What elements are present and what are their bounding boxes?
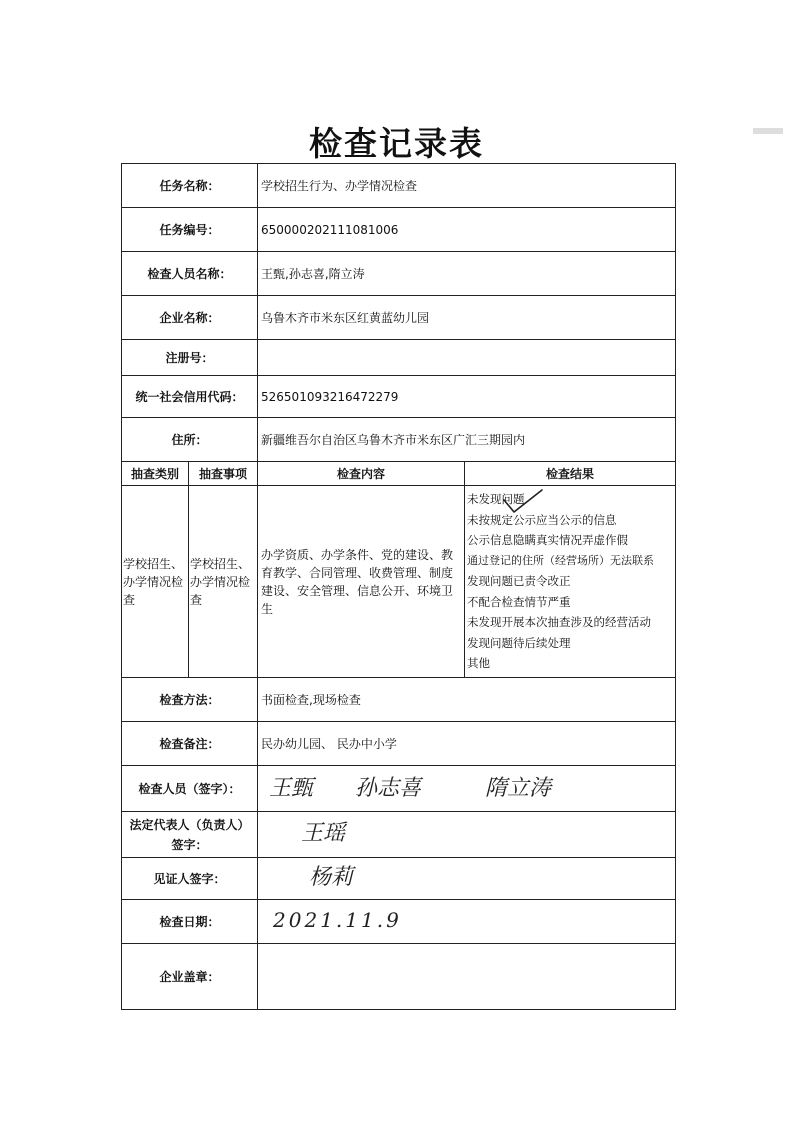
registration-number-value <box>258 340 676 376</box>
checkmark-icon <box>500 488 546 516</box>
address-label: 住所： <box>122 418 258 462</box>
inspector-signature-label: 检查人员（签字）： <box>122 766 258 812</box>
inspector-signature-3: 隋立涛 <box>485 775 552 801</box>
row-method <box>122 678 676 722</box>
company-name-label: 企业名称： <box>122 296 258 340</box>
inspection-category: 学校招生、办学情况检查 <box>122 486 189 678</box>
legal-rep-signature-label: 法定代表人（负责人）签字： <box>122 812 258 858</box>
inspection-record-table-main <box>121 163 676 1010</box>
header-result: 检查结果 <box>465 462 676 486</box>
row-seal <box>122 944 676 1010</box>
credit-code-label: 统一社会信用代码： <box>122 376 258 418</box>
inspection-content: 办学资质、办学条件、党的建设、教育教学、合同管理、收费管理、制度建设、安全管理、信息公开、环境卫生 <box>258 486 465 678</box>
witness-signature-label: 见证人签字： <box>122 858 258 900</box>
inspection-date: 2021.11.9 <box>273 908 402 932</box>
row-witness-signature <box>122 858 676 900</box>
result-option: 通过登记的住所（经营场所）无法联系 <box>467 553 655 567</box>
row-address <box>122 418 676 462</box>
row-date <box>122 900 676 944</box>
header-content: 检查内容 <box>258 462 465 486</box>
result-option: 未发现开展本次抽查涉及的经营活动 <box>467 615 652 629</box>
inspector-signature-2: 孙志喜 <box>355 775 422 801</box>
remarks-value: 民办幼儿园、 民办中小学 <box>258 722 676 766</box>
result-option: 未发现问题 <box>467 492 525 506</box>
result-option: 发现问题待后续处理 <box>467 635 571 650</box>
row-inspector-signature <box>122 766 676 812</box>
inspector-signature-area <box>258 766 676 812</box>
remarks-label: 检查备注： <box>122 722 258 766</box>
date-label: 检查日期： <box>122 900 258 944</box>
row-registration-number <box>122 340 676 376</box>
document-title: 检查记录表 <box>309 124 484 163</box>
result-option: 发现问题已责令改正 <box>467 574 571 588</box>
task-name-value: 学校招生行为、办学情况检查 <box>258 164 676 208</box>
row-task-name <box>122 164 676 208</box>
result-option: 公示信息隐瞒真实情况弄虚作假 <box>467 533 629 547</box>
row-remarks <box>122 722 676 766</box>
row-legal-rep-signature <box>122 812 676 858</box>
witness-signature: 杨莉 <box>309 864 354 890</box>
legal-rep-signature: 王瑶 <box>301 820 346 846</box>
result-option: 不配合检查情节严重 <box>467 594 571 609</box>
witness-signature-area <box>258 858 676 900</box>
legal-rep-signature-area <box>258 812 676 858</box>
header-item: 抽查事项 <box>189 462 258 486</box>
task-number-label: 任务编号： <box>122 208 258 252</box>
header-category: 抽查类别 <box>122 462 189 486</box>
row-task-number <box>122 208 676 252</box>
row-credit-code <box>122 376 676 418</box>
row-inspection-detail <box>122 486 676 678</box>
registration-number-label: 注册号： <box>122 340 258 376</box>
inspectors-value: 王甄,孙志喜,隋立涛 <box>258 252 676 296</box>
result-option: 未按规定公示应当公示的信息 <box>467 512 617 527</box>
inspection-results <box>465 486 676 678</box>
credit-code-value: 526501093216472279 <box>258 376 676 418</box>
result-option: 其他 <box>467 656 491 670</box>
seal-area <box>258 944 676 1010</box>
inspectors-label: 检查人员名称： <box>122 252 258 296</box>
row-company-name <box>122 296 676 340</box>
method-label: 检查方法： <box>122 678 258 722</box>
row-inspection-headers <box>122 462 676 486</box>
task-name-label: 任务名称： <box>122 164 258 208</box>
seal-label: 企业盖章： <box>122 944 258 1010</box>
address-value: 新疆维吾尔自治区乌鲁木齐市米东区广汇三期园内 <box>258 418 676 462</box>
inspector-signature-1: 王甄 <box>269 775 314 801</box>
scan-artifact <box>753 128 783 134</box>
task-number-value: 650000202111081006 <box>258 208 676 252</box>
row-inspectors <box>122 252 676 296</box>
company-name-value: 乌鲁木齐市米东区红黄蓝幼儿园 <box>258 296 676 340</box>
inspection-item: 学校招生、办学情况检查 <box>189 486 258 678</box>
method-value: 书面检查,现场检查 <box>258 678 676 722</box>
date-area <box>258 900 676 944</box>
